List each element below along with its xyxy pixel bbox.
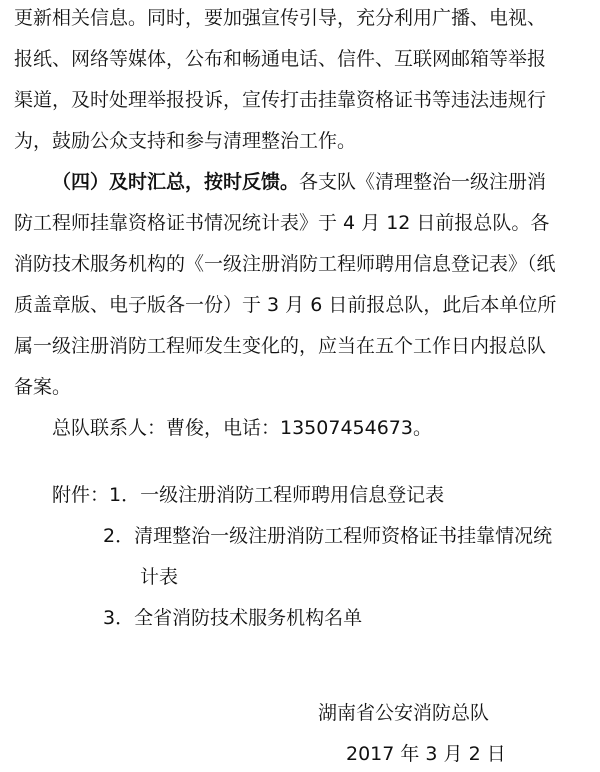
paragraph-line-3: 渠道，及时处理举报投诉，宣传打击挂靠资格证书等违法违规行 xyxy=(14,89,547,111)
paragraph-line-1: 更新相关信息。同时，要加强宣传引导，充分利用广播、电视、 xyxy=(14,7,547,29)
paragraph-line-2: 报纸、网络等媒体，公布和畅通电话、信件、互联网邮箱等举报 xyxy=(14,48,547,70)
section-4-text: 各支队《清理整治一级注册消 xyxy=(299,171,547,193)
attachment-item-3: 3．全省消防技术服务机构名单 xyxy=(103,607,363,629)
attachments-first-line xyxy=(52,483,600,507)
attachments-label: 附件： xyxy=(52,484,110,506)
section-4-line-4: 质盖章版、电子版各一份）于 3 月 6 日前报总队，此后本单位所 xyxy=(14,294,557,316)
attachment-item-2: 2．清理整治一级注册消防工程师资格证书挂靠情况统 xyxy=(103,525,553,547)
signature-organization: 湖南省公安消防总队 xyxy=(318,702,490,724)
section-4-line-6: 备案。 xyxy=(14,376,72,398)
attachment-item-2-continued: 计表 xyxy=(140,566,179,588)
section-4-line-2: 防工程师挂靠资格证书情况统计表》于 4 月 12 日前报总队。各 xyxy=(14,212,550,234)
section-4-first-line xyxy=(52,170,600,194)
attachment-item-1: 1．一级注册消防工程师聘用信息登记表 xyxy=(109,484,445,506)
section-4-heading: （四）及时汇总，按时反馈。 xyxy=(52,171,300,193)
signature-date: 2017 年 3 月 2 日 xyxy=(346,743,506,765)
paragraph-line-4: 为，鼓励公众支持和参与清理整治工作。 xyxy=(14,130,357,152)
section-4-line-5: 属一级注册消防工程师发生变化的，应当在五个工作日内报总队 xyxy=(14,335,547,357)
section-4-line-3: 消防技术服务机构的《一级注册消防工程师聘用信息登记表》（纸 xyxy=(14,253,556,275)
contact-line: 总队联系人：曹俊，电话：13507454673。 xyxy=(52,417,432,439)
